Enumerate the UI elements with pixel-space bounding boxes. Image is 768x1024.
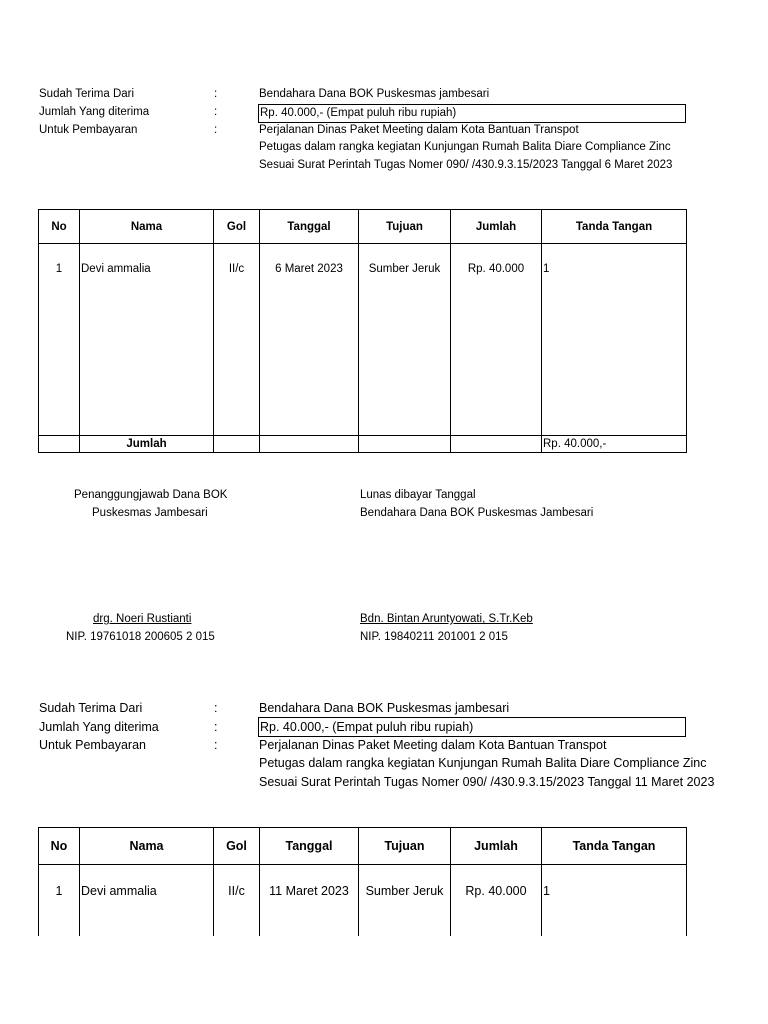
table-footer-row (39, 436, 687, 453)
left-signer-title: Penanggungjawab Dana BOK (74, 489, 228, 501)
cell-gol: II/c (214, 244, 260, 436)
received-from-label: Sudah Terima Dari (39, 701, 143, 715)
page-cutoff (0, 936, 768, 1024)
received-from-label: Sudah Terima Dari (39, 88, 135, 100)
header-nama: Nama (80, 828, 214, 865)
left-signer-unit: Puskesmas Jambesari (92, 507, 208, 519)
footer-empty (214, 436, 260, 453)
left-signer-name: drg. Noeri Rustianti (93, 613, 192, 625)
colon: : (214, 701, 218, 715)
cell-gol: II/c (214, 865, 260, 937)
cell-no: 1 (39, 865, 80, 937)
colon: : (214, 738, 218, 752)
amount-received-label: Jumlah Yang diterima (39, 720, 159, 734)
assignment-letter: Sesuai Surat Perintah Tugas Nomer 090/ /430.9.3.15/2023 Tanggal 11 Maret 2023 (259, 775, 715, 789)
cell-tanggal: 6 Maret 2023 (260, 244, 359, 436)
header-jumlah: Jumlah (451, 828, 542, 865)
header-tujuan: Tujuan (359, 828, 451, 865)
footer-empty (359, 436, 451, 453)
table-row (39, 244, 687, 436)
cell-nama: Devi ammalia (80, 244, 214, 436)
footer-empty (39, 436, 80, 453)
payment-for-value: Perjalanan Dinas Paket Meeting dalam Kota Bantuan Transpot (259, 738, 607, 752)
header-tujuan: Tujuan (359, 210, 451, 244)
receipt2-table (38, 827, 687, 937)
footer-label: Jumlah (80, 436, 214, 453)
colon: : (214, 124, 218, 136)
assignment-letter: Sesuai Surat Perintah Tugas Nomer 090/ /430.9.3.15/2023 Tanggal 6 Maret 2023 (259, 159, 673, 171)
header-tanggal: Tanggal (260, 828, 359, 865)
footer-empty (451, 436, 542, 453)
left-signer-nip: NIP. 19761018 200605 2 015 (66, 631, 215, 643)
received-from-value: Bendahara Dana BOK Puskesmas jambesari (259, 701, 510, 715)
right-signer-nip: NIP. 19840211 201001 2 015 (360, 631, 508, 643)
header-gol: Gol (214, 828, 260, 865)
payment-for-value: Perjalanan Dinas Paket Meeting dalam Kota Bantuan Transpot (259, 124, 579, 136)
amount-received-value: Rp. 40.000,- (Empat puluh ribu rupiah) (258, 104, 686, 123)
right-signer-name: Bdn. Bintan Aruntyowati, S.Tr.Keb (360, 613, 533, 625)
colon: : (214, 88, 218, 100)
cell-tanda-tangan: 1 (542, 244, 687, 436)
header-gol: Gol (214, 210, 260, 244)
header-tanggal: Tanggal (260, 210, 359, 244)
cell-tujuan: Sumber Jeruk (359, 244, 451, 436)
cell-nama: Devi ammalia (80, 865, 214, 937)
cell-tanggal: 11 Maret 2023 (260, 865, 359, 937)
right-signer-unit: Bendahara Dana BOK Puskesmas Jambesari (360, 507, 594, 519)
table-row (39, 865, 687, 937)
header-no: No (39, 828, 80, 865)
table-header-row (39, 210, 687, 244)
amount-received-label: Jumlah Yang diterima (39, 106, 150, 118)
header-nama: Nama (80, 210, 214, 244)
table-header-row (39, 828, 687, 865)
cell-jumlah: Rp. 40.000 (451, 865, 542, 937)
header-tanda-tangan: Tanda Tangan (542, 210, 687, 244)
payment-for-label: Untuk Pembayaran (39, 124, 138, 136)
footer-empty (260, 436, 359, 453)
activity-description: Petugas dalam rangka kegiatan Kunjungan Rumah Balita Diare Compliance Zinc (259, 141, 671, 153)
cell-no: 1 (39, 244, 80, 436)
colon: : (214, 720, 218, 734)
header-tanda-tangan: Tanda Tangan (542, 828, 687, 865)
header-no: No (39, 210, 80, 244)
header-jumlah: Jumlah (451, 210, 542, 244)
footer-total: Rp. 40.000,- (542, 436, 687, 453)
right-signer-title: Lunas dibayar Tanggal (360, 489, 476, 501)
payment-for-label: Untuk Pembayaran (39, 738, 147, 752)
activity-description: Petugas dalam rangka kegiatan Kunjungan Rumah Balita Diare Compliance Zinc (259, 756, 707, 770)
amount-received-value: Rp. 40.000,- (Empat puluh ribu rupiah) (258, 717, 686, 737)
cell-jumlah: Rp. 40.000 (451, 244, 542, 436)
cell-tujuan: Sumber Jeruk (359, 865, 451, 937)
receipt1-table (38, 209, 687, 453)
cell-tanda-tangan: 1 (542, 865, 687, 937)
colon: : (214, 106, 218, 118)
received-from-value: Bendahara Dana BOK Puskesmas jambesari (259, 88, 490, 100)
